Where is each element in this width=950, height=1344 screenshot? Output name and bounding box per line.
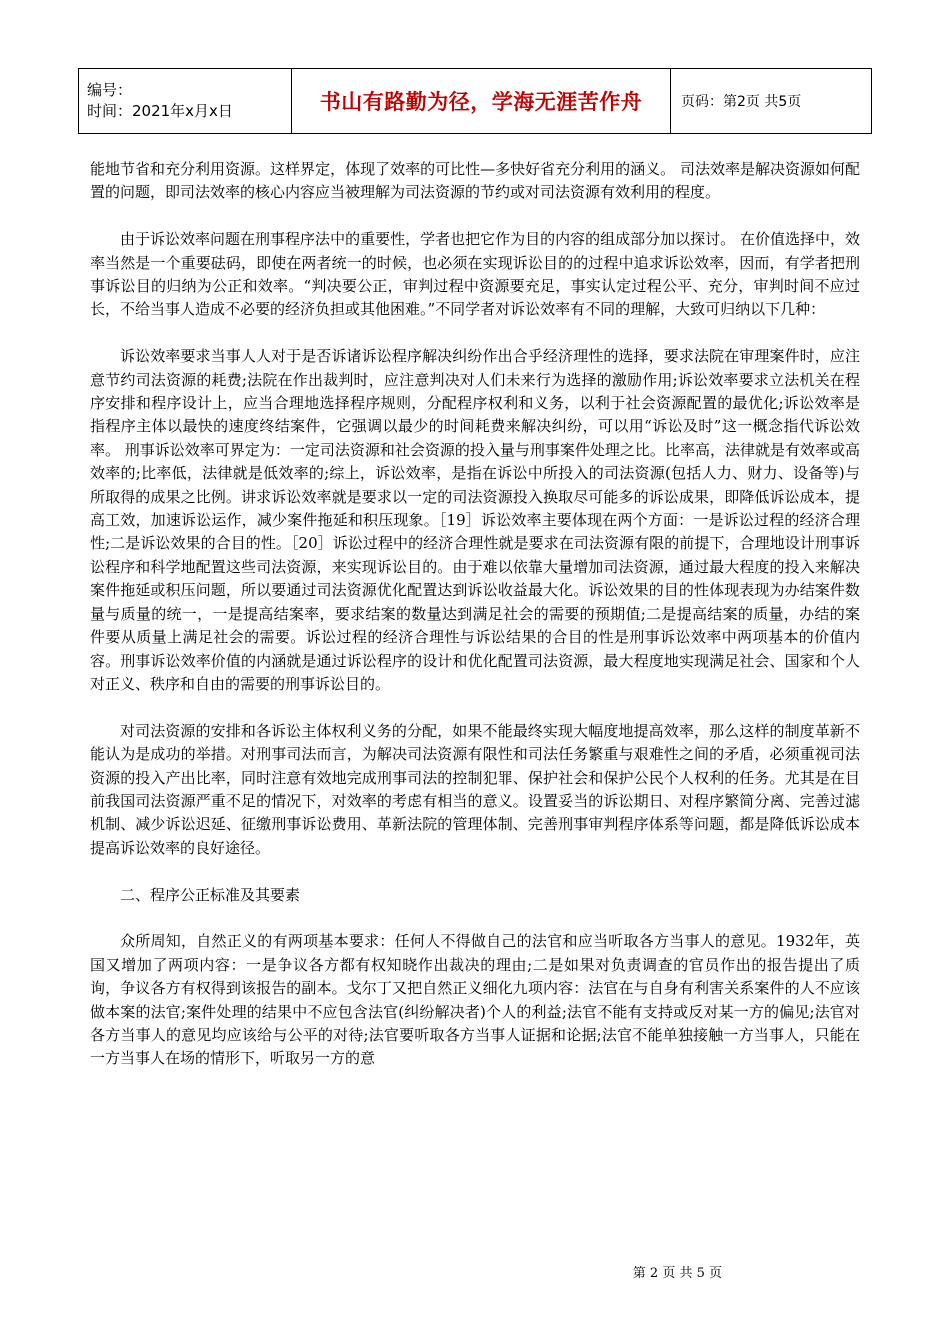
header-page-number: 页码：第2页 共5页 [671, 69, 872, 134]
paragraph-efficiency-definitions: 诉讼效率要求当事人人对于是否诉诸诉讼程序解决纠纷作出合乎经济理性的选择，要求法院在审理案件时，应注意节约司法资源的耗费;法院在作出裁判时，应注意判决对人们未来行为选择的激励作用;诉讼效率要求立法机关在程序安排和程序设计上，应当合理地选择程序规则，分配程序权利和义务，以利于社会资源配置的最优化;诉讼效率是指程序主体以最快的速度终结案件，它强调以最少的时间耗费来解决纠纷，可以用“诉讼及时”这一概念指代诉讼效率。 刑事诉讼效率可界定为：一定司法资源和社会资源的投入量与刑事案件处理之比。比率高，法律就是有效率或高效率的;比率低，法律就是低效率的;综上，诉讼效率，是指在诉讼中所投入的司法资源(包括人力、财力、设备等)与所取得的成果之比例。讲求诉讼效率就是要求以一定的司法资源投入换取尽可能多的诉讼成果，即降低诉讼成本，提高工效，加速诉讼运作，减少案件拖延和积压现象。［19］诉讼效率主要体现在两个方面：一是诉讼过程的经济合理性;二是诉讼效果的合目的性。［20］诉讼过程中的经济合理性就是要求在司法资源有限的前提下，合理地设计刑事诉讼程序和科学地配置这些司法资源，来实现诉讼目的。由于难以依靠大量增加司法资源，通过最大程度的投入来解决案件拖延或积压问题，所以要通过司法资源优化配置达到诉讼收益最大化。诉讼效果的目的性体现表现为办结案件数量与质量的统一，一是提高结案率，要求结案的数量达到满足社会的需要的预期值;二是提高结案的质量，办结的案件要从质量上满足社会的需要。诉讼过程的经济合理性与诉讼结果的合目的性是刑事诉讼效率中两项基本的价值内容。刑事诉讼效率价值的内涵就是通过诉讼程序的设计和优化配置司法资源，最大程度地实现满足社会、国家和个人对正义、秩序和自由的需要的刑事诉讼目的。 [90, 347, 860, 693]
footer-page-number: 第 2 页 共 5 页 [632, 1266, 722, 1281]
paragraph-natural-justice: 众所周知，自然正义的有两项基本要求：任何人不得做自己的法官和应当听取各方当事人的意见。1932年，英国又增加了两项内容：一是争议各方都有权知晓作出裁决的理由;二是如果对负责调查的官员作出的报告提出了质询，争议各方有权得到该报告的副本。戈尔丁又把自然正义细化九项内容：法官在与自身有利害关系案件的人不应该做本案的法官;案件处理的结果中不应包含法官(纠纷解决者)个人的利益;法官不能有支持或反对某一方的偏见;法官对各方当事人的意见均应该给与公平的对待;法官要听取各方当事人证据和论据;法官不能单独接触一方当事人，只能在一方当事人在场的情形下，听取另一方的意 [90, 932, 860, 1068]
paragraph-judicial-resources: 对司法资源的安排和各诉讼主体权利义务的分配，如果不能最终实现大幅度地提高效率，那么这样的制度革新不能认为是成功的举措。对刑事司法而言，为解决司法资源有限性和司法任务繁重与艰难性之间的矛盾，必须重视司法资源的投入产出比率，同时注意有效地完成刑事司法的控制犯罪、保护社会和保护公民个人权利的任务。尤其是在目前我国司法资源严重不足的情况下，对效率的考虑有相当的意义。设置妥当的诉讼期日、对程序繁简分离、完善过滤机制、减少诉讼迟延、征缴刑事诉讼费用、革新法院的管理体制、完善刑事审判程序体系等问题，都是降低诉讼成本提高诉讼效率的良好途径。 [90, 721, 860, 857]
document-header [78, 68, 872, 134]
paragraph-continuation: 能地节省和充分利用资源。这样界定，体现了效率的可比性—多快好省充分利用的涵义。 司法效率是解决资源如何配置的问题，即司法效率的核心内容应当被理解为司法资源的节约或对司法资源有效利用的程度。 [90, 160, 860, 202]
paragraph-litigation-efficiency-goal: 由于诉讼效率问题在刑事程序法中的重要性，学者也把它作为目的内容的组成部分加以探讨。 在价值选择中，效率当然是一个重要砝码，即使在两者统一的时候，也必须在实现诉讼目的的过程中追求诉讼效率，因而，有学者把刑事诉讼目的归纳为公正和效率。“判决要公正，审判过程中资源要充足，事实认定过程公平、充分，审判时间不应过长，不给当事人造成不必要的经济负担或其他困难。”不同学者对诉讼效率有不同的理解，大致可归纳以下几种： [90, 230, 860, 319]
page-footer [0, 1262, 950, 1281]
header-meta-cell [79, 69, 292, 134]
document-number-label: 编号： [87, 81, 133, 99]
section-heading-procedural-justice: 二、程序公正标准及其要素 [120, 885, 301, 904]
document-body [90, 158, 860, 1094]
header-motto: 书山有路勤为径，学海无涯苦作舟 [292, 69, 671, 134]
document-date-label: 时间：2021年x月x日 [87, 102, 233, 120]
